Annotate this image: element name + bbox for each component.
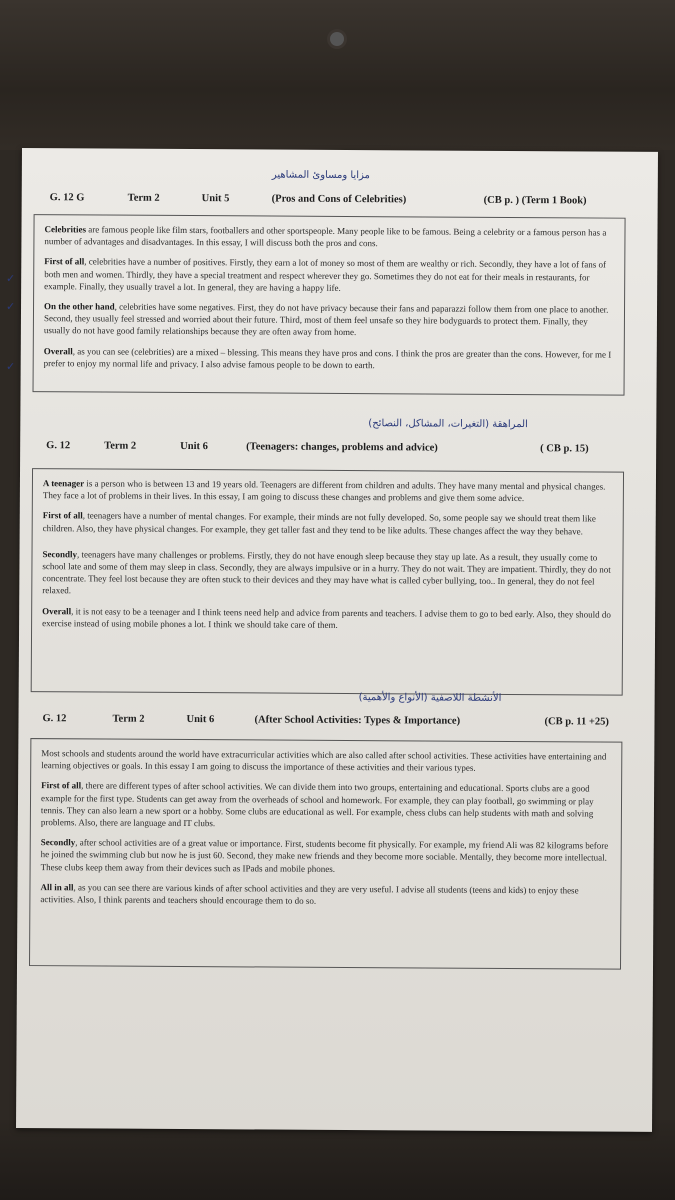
lead-word: Overall [43,345,73,356]
paragraph-text: is a person who is between 13 and 19 years old. Teenagers are different from children and adults. They have many mental and physical changes. They face a lot of problems in their lives. In this essay, I am going to discuss these changes and problems and give them some advice. [42,478,606,504]
paragraph [44,256,614,296]
section3-title: (After School Activities: Types & Importance) [254,714,461,727]
paragraph [44,223,614,251]
paragraph-text: , celebrities have some negatives. First, they do not have privacy because their fans and paparazzi follow them from one place to another. Second, they usually feel stressed and worried about their future. Third, most of them feel unsafe so they hire bodyguards to protect them. Finally, they usually do not have good family relationships because they are often away from home. [43,301,609,338]
section2-essay [31,468,624,696]
paragraph-text: , as you can see (celebrities) are a mixed – blessing. This means they have pros and cons. I think the pros are greater than the cons. However, for me I prefer to enjoy my normal life and privacy. I also advise famous people to be down to earth. [43,345,612,370]
background-bottom [0,1120,675,1200]
section3-unit: Unit 6 [186,714,215,726]
handwritten-note-2: المراهقة (التغيرات، المشاكل، النصائح) [368,418,528,431]
paragraph-text: , as you can see there are various kinds of after school activities and they are very useful. I advise all students (teens and kids) to enjoy these activities. Also, I think parents and teachers should encourage them to do so. [40,882,579,906]
section1-ref: (CB p. ) (Term 1 Book) [483,194,587,207]
paragraph [43,477,613,505]
section2-ref: ( CB p. 15) [540,443,589,455]
background-top [0,0,675,150]
tick-mark-icon: ✓ [6,272,16,285]
paragraph [42,605,612,633]
paragraph-text: are famous people like film stars, footballers and other sportspeople. Many people like to be famous. Being a celebrity or a famous person has a number of advantages and disadvantages. In this essay, I will discuss both the pros and cons. [44,224,607,249]
paragraph-text: , celebrities have a number of positives. Firstly, they earn a lot of money so most of them are wealthy or rich. Secondly, they have a lot of fans of both men and women. Thirdly, they have a special treatment and respect wherever they go. Sometimes they do not eat for their meals in restaurants, for example. Finally, they usually travel a lot. In general, they are having a happy life. [44,256,607,293]
section3-essay [29,738,622,970]
lead-word: First of all [44,256,85,267]
section1-grade: G. 12 G [49,192,85,204]
section2-term: Term 2 [104,440,137,452]
lead-word: All in all [40,881,74,893]
paper-sheet [16,148,658,1132]
paragraph [41,780,611,832]
paragraph [41,747,611,775]
pin-icon [330,32,344,46]
section1-header [22,192,658,207]
section2-title: (Teenagers: changes, problems and advice) [246,441,438,454]
paragraph-text: , there are different types of after school activities. We can divide them into two groups, entertaining and educational. Sports clubs are a good example for the first type. Students can get away from the overheads of school and homework. For example, they can play football, go swimming or play tennis. They can also learn a new sport or a hobby. Some clubs are educational as well. For example, chess clubs can help students with math and solving problems. Also, there are language and IT clubs. [40,780,594,829]
section3-term: Term 2 [112,713,145,725]
tick-mark-icon: ✓ [6,300,16,313]
section3-header [19,713,655,728]
paragraph-text: , teenagers have many challenges or problems. Firstly, they do not have enough sleep because they stay up late. As a result, they usually come to school late and some of them may sleep in class. Secondly, they are always impulsive or in a hurry. They do not wait. They are impatient. Thirdly, they do not concentrate. They feel lost because they are often stuck to their devices and they may have what is called cyber bullying, too.. In general, they do not feel relaxed. [42,549,611,596]
section2-unit: Unit 6 [180,440,208,453]
paragraph [44,345,614,373]
section2-grade: G. 12 [46,440,71,452]
paragraph-text: , it is not easy to be a teenager and I think teens need help and advice from parents and teachers. I advise them to go to bed early. Also, they should do exercise instead of using mobile phones a lot. I think we should take care of them. [42,605,611,630]
handwritten-note-3: الأنشطة اللاصفية (الأنواع والأهمية) [358,692,502,704]
section3-ref: (CB p. 11 +25) [544,716,609,728]
paragraph [42,548,612,600]
paragraph [41,836,611,876]
paragraph-text: , teenagers have a number of mental changes. For example, their minds are not fully developed. So, some people say we should treat them like children. Also, they have physical changes. For example, they get taller fast and they tend to be like adults. These changes affect the way they behave. [42,510,596,537]
section1-term: Term 2 [127,192,160,204]
lead-word: Secondly [42,548,78,560]
lead-word: A teenager [42,478,85,489]
section1-unit: Unit 5 [201,193,230,205]
paragraph-text: , after school activities are of a great value or importance. First, students become fit physically. For example, my friend Ali was 82 kilograms before he joined the swimming club but now he is just 60. Second, they make new friends and they become more sociable. Mentally, they become more intellectual. These clubs keep them away from their devices such as IPads and mobile phones. [40,837,609,874]
lead-word: On the other hand [44,301,115,312]
section3-grade: G. 12 [42,713,67,725]
lead-word: Secondly [40,837,76,848]
section2-header [20,440,656,455]
paragraph-text: Most schools and students around the world have extracurricular activities which are also called after school activities. These activities have entertaining and learning objectives or goals. In this essay I am going to discuss the importance of these activities and their various types. [41,748,607,773]
lead-word: Celebrities [44,224,87,235]
section1-title: (Pros and Cons of Celebrities) [271,193,407,206]
paragraph [43,510,613,538]
section1-essay [33,214,626,396]
lead-word: First of all [42,510,83,521]
paragraph [44,300,614,340]
tick-mark-icon: ✓ [6,360,16,373]
handwritten-note-1: مزايا ومساوئ المشاهير [271,169,370,182]
paragraph [40,881,610,909]
lead-word: First of all [41,780,82,791]
lead-word: Overall [42,605,72,616]
